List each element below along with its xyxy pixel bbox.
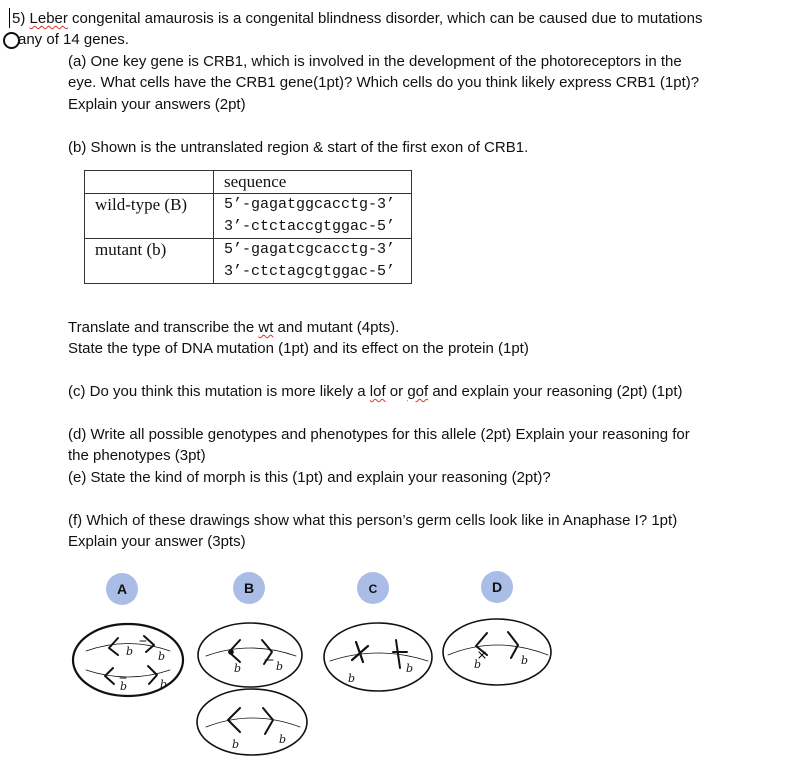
wild-type-label: wild-type (B) [85, 194, 214, 239]
option-a-label: A [116, 581, 128, 597]
part-b-line-1: (b) Shown is the untranslated region & start of the first exon of CRB1. [68, 139, 529, 156]
part-f-line-1: (f) Which of these drawings show what this person’s germ cells look like in Anaphase I? 1pt) [68, 512, 678, 529]
translate-line-2: State the type of DNA mutation (1pt) and its effect on the protein (1pt) [68, 340, 529, 357]
allele-label: b [126, 645, 134, 658]
mutant-label: mutant (b) [85, 239, 214, 284]
table-row [85, 239, 412, 284]
text-cursor [9, 8, 10, 28]
spellcheck-word: gof [407, 383, 429, 400]
table-header-row [85, 171, 412, 194]
question-line-1: 5) Leber congenital amaurosis is a congenital blindness disorder, which can be caused due to mutations [12, 10, 703, 27]
allele-label: b [279, 733, 287, 746]
part-a-line-1: (a) One key gene is CRB1, which is involved in the development of the photoreceptors in the [68, 53, 682, 70]
cell-c-membrane [324, 623, 432, 691]
part-c-line: (c) Do you think this mutation is more likely a lof or gof and explain your reasoning (2pt) (1pt) [68, 383, 683, 400]
part-a-line-3: Explain your answers (2pt) [68, 96, 246, 113]
allele-label: b [160, 678, 168, 691]
table-header-cell: sequence [214, 171, 412, 194]
wild-type-bottom-strand: 3’-ctctaccgtggac-5’ [224, 218, 396, 235]
mutant-bottom-strand: 3’-ctctagcgtggac-5’ [224, 263, 396, 280]
allele-label: b [234, 662, 242, 675]
wild-type-top-strand: 5’-gagatggcacctg-3’ [224, 196, 396, 213]
cell-b-bottom-membrane [197, 689, 307, 755]
wild-type-sequence [214, 194, 412, 239]
allele-label: b [348, 672, 356, 685]
cell-b-top-membrane [198, 623, 302, 687]
allele-label: b [406, 662, 414, 675]
cell-d-membrane [443, 619, 551, 685]
table-corner-cell [85, 171, 214, 194]
option-c-label: C [368, 582, 378, 596]
part-f-line-2: Explain your answer (3pts) [68, 533, 246, 550]
mutant-top-strand: 5’-gagatcgcacctg-3’ [224, 241, 396, 258]
allele-label: b [232, 738, 240, 751]
sequence-table [84, 170, 412, 284]
option-b-label: B [243, 580, 255, 596]
part-e-line: (e) State the kind of morph is this (1pt) and explain your reasoning (2pt)? [68, 469, 551, 486]
option-badges [106, 571, 513, 605]
spellcheck-word: wt [258, 319, 274, 336]
option-d-label: D [491, 579, 503, 595]
part-a-line-2: eye. What cells have the CRB1 gene(1pt)? Which cells do you think likely express CRB1 (1pt)? [68, 74, 700, 91]
allele-label: b [521, 654, 529, 667]
allele-label: b [276, 660, 284, 673]
table-row [85, 194, 412, 239]
allele-label: b [158, 650, 166, 663]
allele-label: b [474, 658, 482, 671]
mutant-sequence [214, 239, 412, 284]
anaphase-drawings [0, 560, 794, 772]
question-line-2: any of 14 genes. [18, 31, 129, 48]
part-d-line-1: (d) Write all possible genotypes and phenotypes for this allele (2pt) Explain your reasoning for [68, 426, 690, 443]
spellcheck-word: lof [369, 383, 386, 400]
spellcheck-word: Leber [29, 10, 68, 27]
translate-line-1: Translate and transcribe the wt and mutant (4pts). [68, 319, 400, 336]
part-d-line-2: the phenotypes (3pt) [68, 447, 206, 464]
allele-label: b [120, 680, 128, 693]
